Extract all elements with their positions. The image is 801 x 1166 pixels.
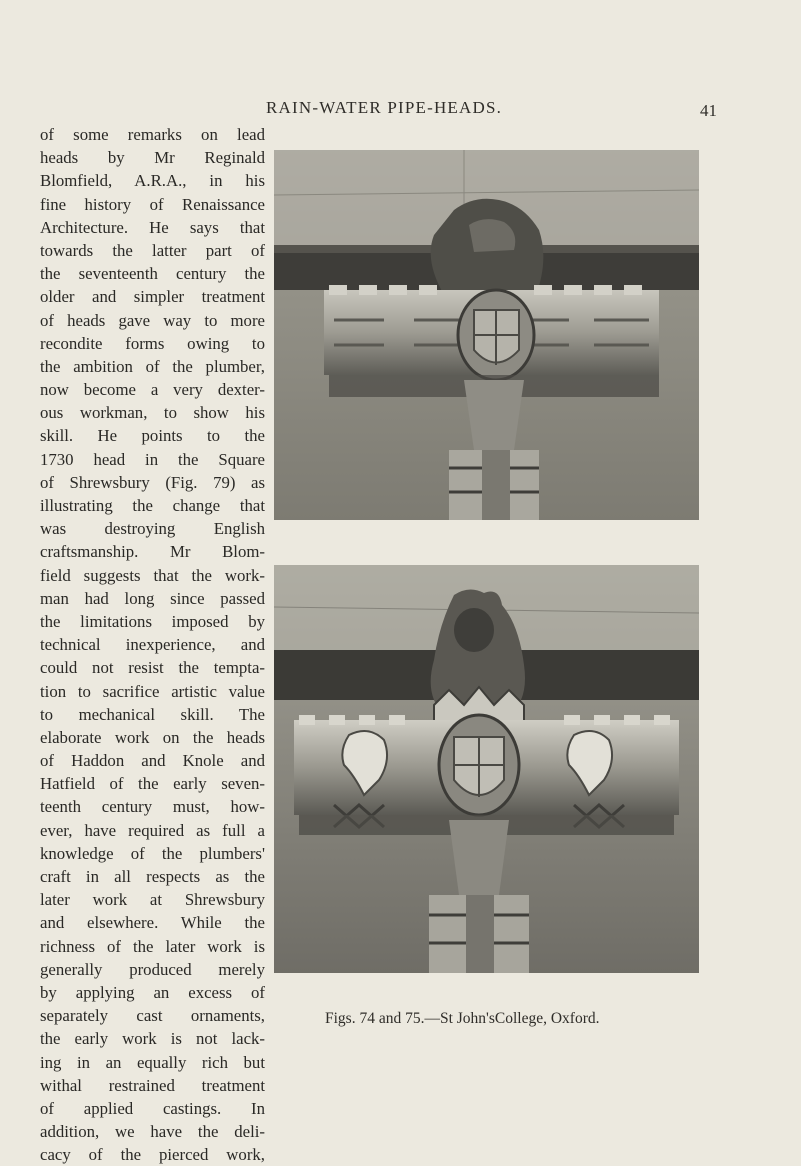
body-line: to mechanical skill. The bbox=[40, 704, 265, 724]
body-line: cacy of the pierced work, bbox=[40, 1145, 265, 1165]
body-line: Architecture. He says that bbox=[40, 217, 265, 237]
body-line: tion to sacrifice artistic value bbox=[40, 681, 265, 701]
body-line: older and simpler treatment bbox=[40, 287, 265, 307]
body-line: craftsmanship. Mr Blom- bbox=[40, 542, 265, 562]
body-line: illustrating the change that bbox=[40, 496, 265, 515]
body-line: field suggests that the work- bbox=[40, 565, 265, 585]
body-line: the ambition of the plumber, bbox=[40, 356, 265, 376]
pipe-head-eagle-photo bbox=[274, 150, 699, 520]
body-line: technical inexperience, and bbox=[40, 635, 265, 655]
body-line: now become a very dexter- bbox=[40, 380, 265, 400]
body-line: heads by Mr Reginald bbox=[40, 148, 265, 168]
body-line: fine history of Renaissance bbox=[40, 194, 265, 214]
body-line: generally produced merely bbox=[40, 959, 265, 979]
body-text bbox=[40, 123, 265, 1166]
body-line: the limitations imposed by bbox=[40, 611, 265, 631]
body-line: recondite forms owing to bbox=[40, 333, 265, 353]
body-line: of applied castings. In bbox=[40, 1098, 265, 1118]
photo-fig-75 bbox=[274, 565, 699, 973]
body-line: ever, have required as full a bbox=[40, 820, 265, 840]
body-line: separately cast ornaments, bbox=[40, 1006, 265, 1026]
body-line: skill. He points to the bbox=[40, 426, 265, 446]
body-line: elaborate work on the heads bbox=[40, 727, 265, 747]
body-line: later work at Shrewsbury bbox=[40, 890, 265, 910]
body-line: 1730 head in the Square bbox=[40, 449, 265, 469]
running-head: RAIN-WATER PIPE-HEADS. bbox=[266, 98, 503, 117]
body-line: addition, we have the deli- bbox=[40, 1122, 265, 1142]
body-line: of heads gave way to more bbox=[40, 310, 265, 330]
pipe-head-bear-photo bbox=[274, 565, 699, 973]
body-line: of Shrewsbury (Fig. 79) as bbox=[40, 472, 265, 492]
body-line: and elsewhere. While the bbox=[40, 913, 265, 933]
body-line: man had long since passed bbox=[40, 588, 265, 608]
body-line: ous workman, to show his bbox=[40, 403, 265, 423]
body-line: was destroying English bbox=[40, 519, 265, 539]
body-line: knowledge of the plumbers' bbox=[40, 843, 265, 863]
body-line: ing in an equally rich but bbox=[40, 1052, 265, 1072]
body-line: towards the latter part of bbox=[40, 240, 265, 260]
body-line: Blomfield, A.R.A., in his bbox=[40, 171, 265, 191]
body-line: withal restrained treatment bbox=[40, 1075, 265, 1095]
body-line: teenth century must, how- bbox=[40, 797, 265, 817]
body-line: Hatfield of the early seven- bbox=[40, 774, 265, 794]
body-line: could not resist the tempta- bbox=[40, 658, 265, 678]
photo-fig-74 bbox=[274, 150, 699, 520]
body-line: of some remarks on lead bbox=[40, 125, 265, 144]
body-line: the early work is not lack- bbox=[40, 1029, 265, 1049]
body-line: by applying an excess of bbox=[40, 982, 265, 1002]
body-line: of Haddon and Knole and bbox=[40, 751, 265, 771]
body-line: craft in all respects as the bbox=[40, 867, 265, 886]
body-line: the seventeenth century the bbox=[40, 264, 265, 284]
page-number: 41 bbox=[700, 101, 717, 120]
body-line: richness of the later work is bbox=[40, 936, 265, 956]
figure-caption: Figs. 74 and 75.—St John'sCollege, Oxford. bbox=[325, 1010, 600, 1027]
